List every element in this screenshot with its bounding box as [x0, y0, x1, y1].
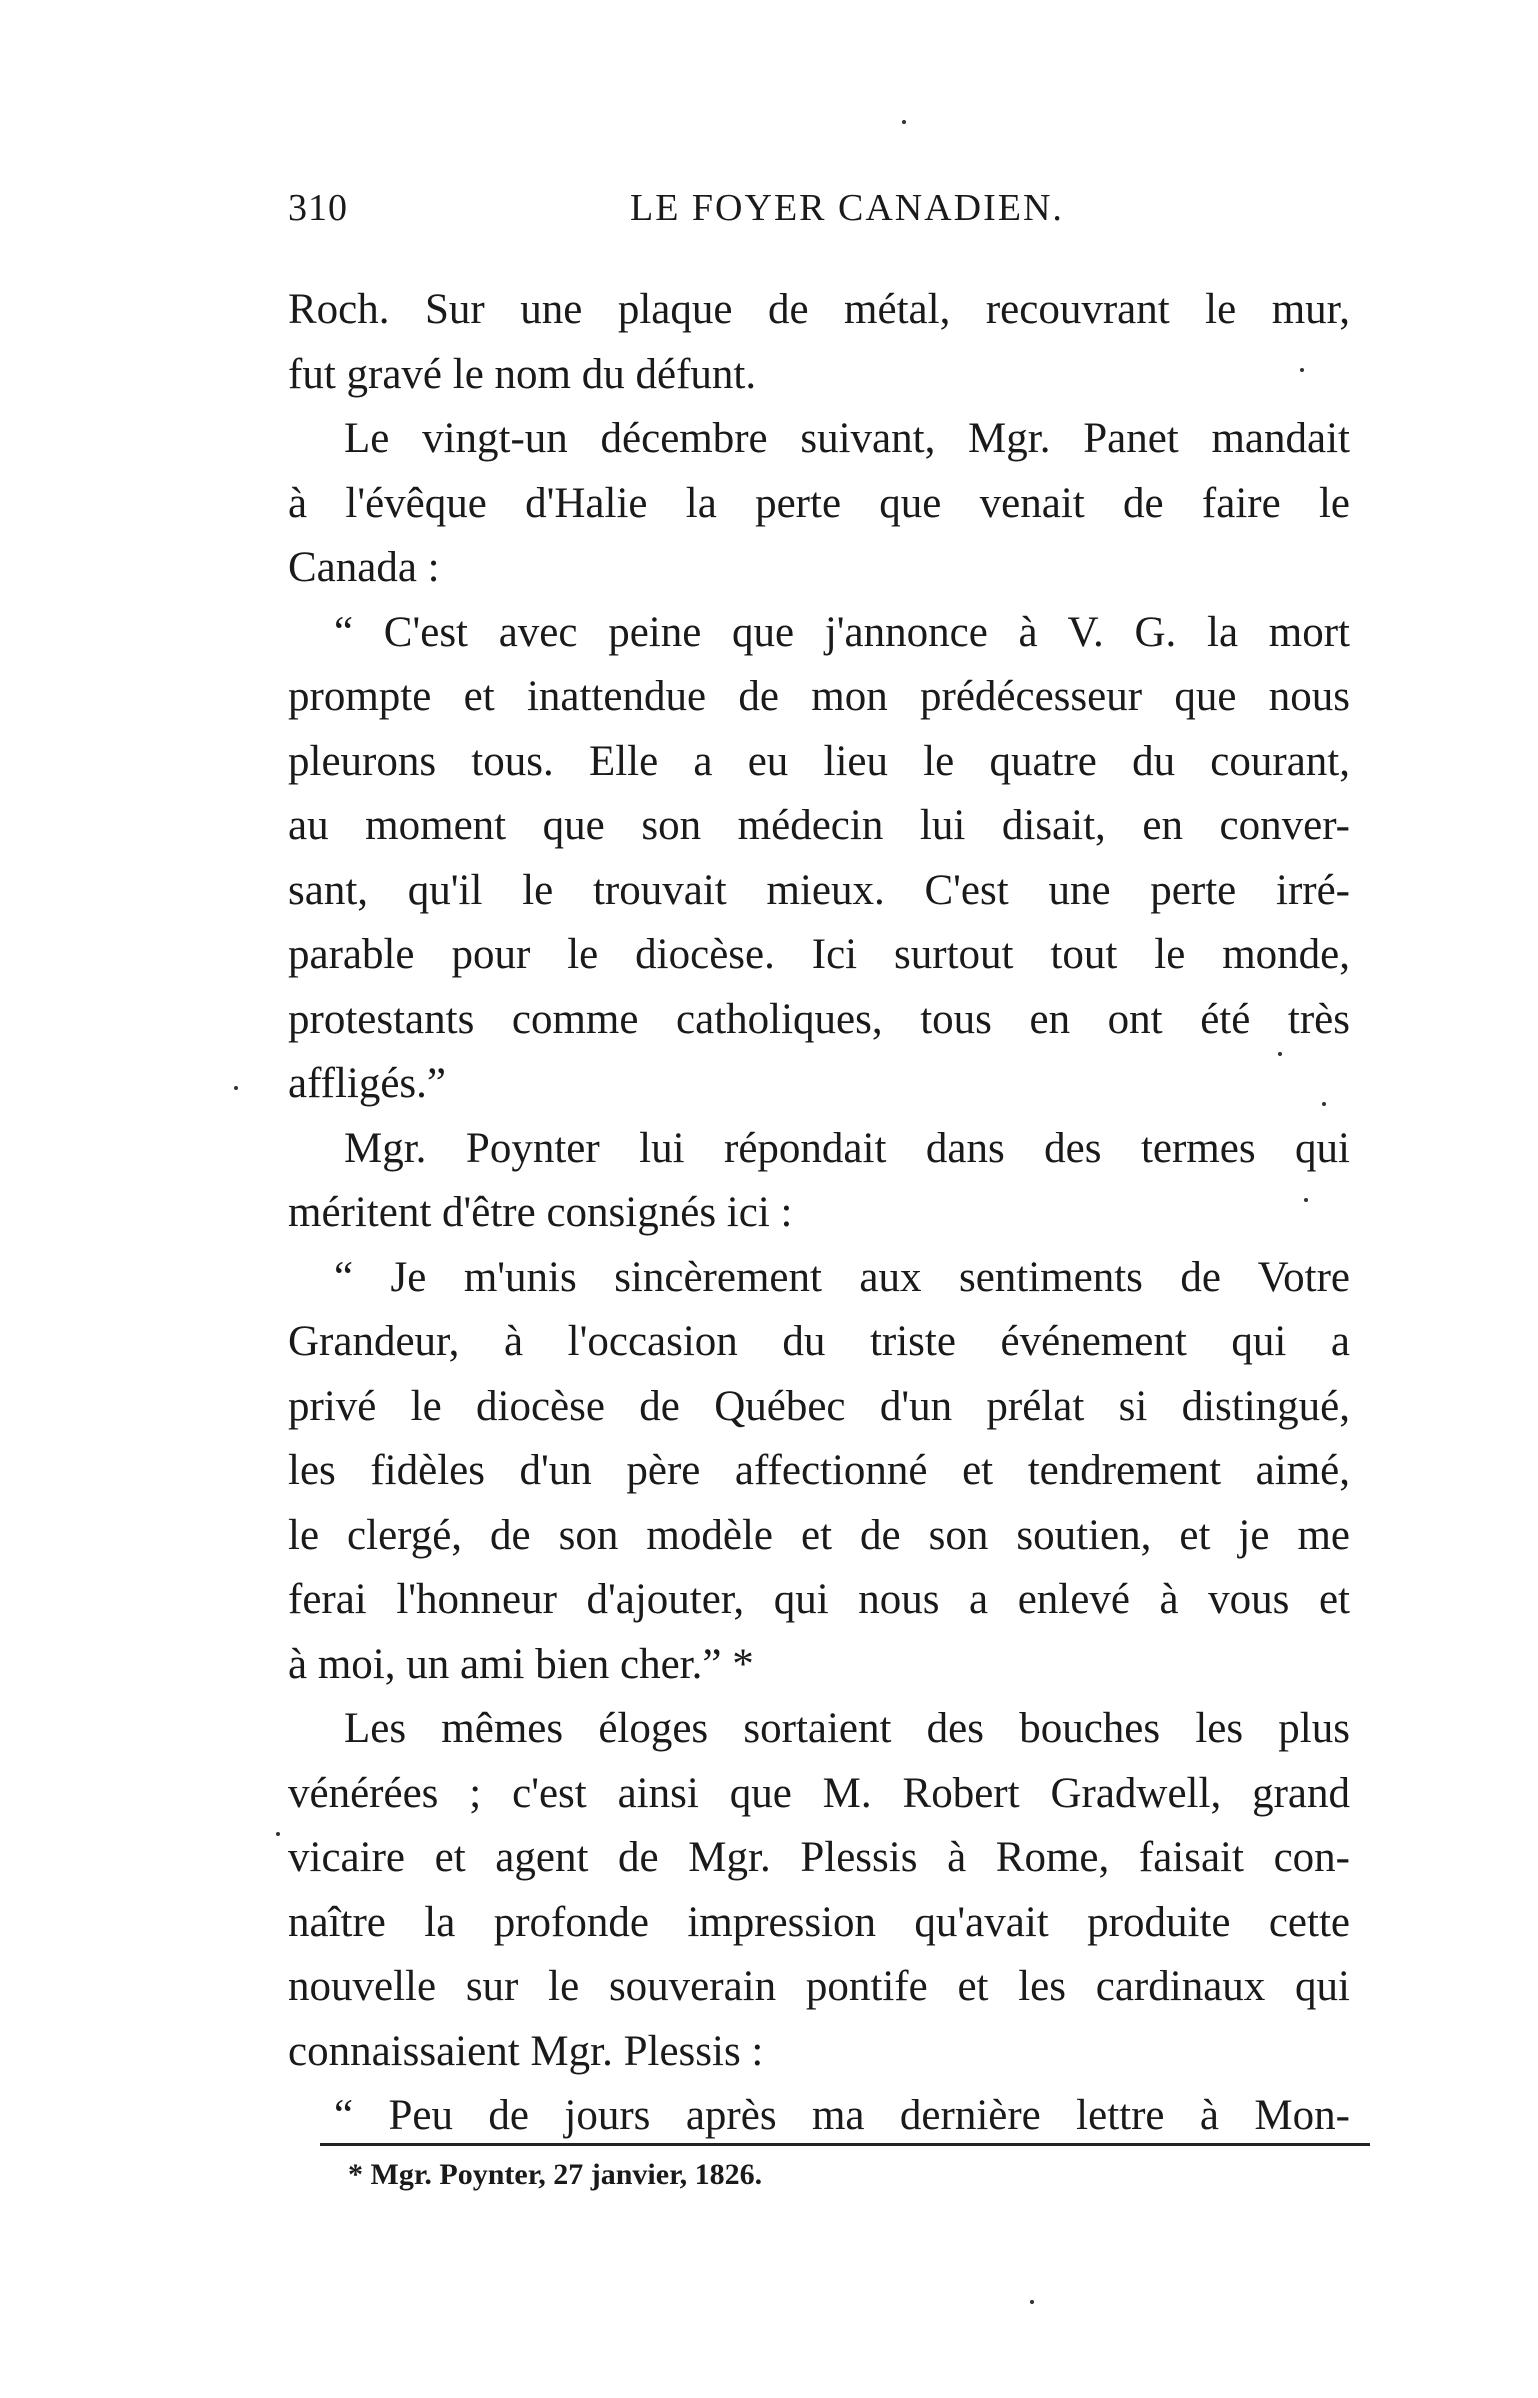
- text-line: vicaire et agent de Mgr. Plessis à Rome, faisait con-: [288, 1834, 1350, 1881]
- text-line: fut gravé le nom du défunt.: [288, 350, 757, 398]
- text-line: privé le diocèse de Québec d'un prélat si distingué,: [288, 1382, 1350, 1430]
- text-line: naître la profonde impression qu'avait produite cette: [288, 1898, 1350, 1946]
- print-speck: [1300, 368, 1304, 372]
- text-line: sant, qu'il le trouvait mieux. C'est une perte irré-: [288, 866, 1350, 914]
- print-speck: [1304, 1198, 1308, 1202]
- page-number: 310: [288, 187, 348, 229]
- text-line: méritent d'être consignés ici :: [288, 1189, 793, 1236]
- text-line: ferai l'honneur d'ajouter, qui nous a enlevé à vous et: [288, 1576, 1350, 1623]
- text-line: “ Je m'unis sincèrement aux sentiments de Votre: [334, 1253, 1350, 1301]
- text-line: les fidèles d'un père affectionné et tendrement aimé,: [288, 1447, 1350, 1494]
- text-line: prompte et inattendue de mon prédécesseur que nous: [288, 673, 1350, 720]
- text-line: parable pour le diocèse. Ici surtout tout le monde,: [288, 931, 1350, 978]
- text-line: connaissaient Mgr. Plessis :: [288, 2027, 764, 2075]
- text-line: Les mêmes éloges sortaient des bouches les plus: [344, 1705, 1350, 1752]
- print-speck: [234, 1086, 238, 1090]
- print-speck: [276, 1832, 280, 1836]
- text-line: Mgr. Poynter lui répondait dans des termes qui: [344, 1124, 1350, 1172]
- footnote: * Mgr. Poynter, 27 janvier, 1826.: [348, 2158, 763, 2191]
- print-speck: [1030, 2300, 1034, 2304]
- text-line: Canada :: [288, 544, 440, 591]
- text-line: protestants comme catholiques, tous en ont été très: [288, 995, 1350, 1043]
- text-line: pleurons tous. Elle a eu lieu le quatre du courant,: [288, 737, 1350, 785]
- page-header: [288, 186, 1368, 246]
- text-line: au moment que son médecin lui disait, en conver-: [288, 802, 1350, 849]
- print-speck: [902, 120, 906, 124]
- text-line: Le vingt-un décembre suivant, Mgr. Panet mandait: [344, 415, 1350, 462]
- text-line: affligés.”: [288, 1060, 446, 1107]
- text-line: à l'évêque d'Halie la perte que venait de faire le: [288, 479, 1350, 527]
- print-speck: [1278, 1052, 1282, 1056]
- text-line: à moi, un ami bien cher.” *: [288, 1640, 754, 1688]
- text-line: nouvelle sur le souverain pontife et les cardinaux qui: [288, 1963, 1350, 2010]
- text-line: “ Peu de jours après ma dernière lettre à Mon-: [334, 2092, 1350, 2139]
- body-text: [288, 278, 1350, 2149]
- running-title: LE FOYER CANADIEN.: [630, 187, 1064, 229]
- text-line: le clergé, de son modèle et de son soutien, et je me: [288, 1511, 1350, 1559]
- print-speck: [1322, 1102, 1326, 1106]
- text-line: Grandeur, à l'occasion du triste événement qui a: [288, 1318, 1350, 1365]
- footnote-divider: [320, 2143, 1370, 2146]
- text-line: “ C'est avec peine que j'annonce à V. G. la mort: [334, 608, 1350, 656]
- text-line: Roch. Sur une plaque de métal, recouvrant le mur,: [288, 286, 1350, 333]
- text-line: vénérées ; c'est ainsi que M. Robert Gradwell, grand: [288, 1769, 1350, 1817]
